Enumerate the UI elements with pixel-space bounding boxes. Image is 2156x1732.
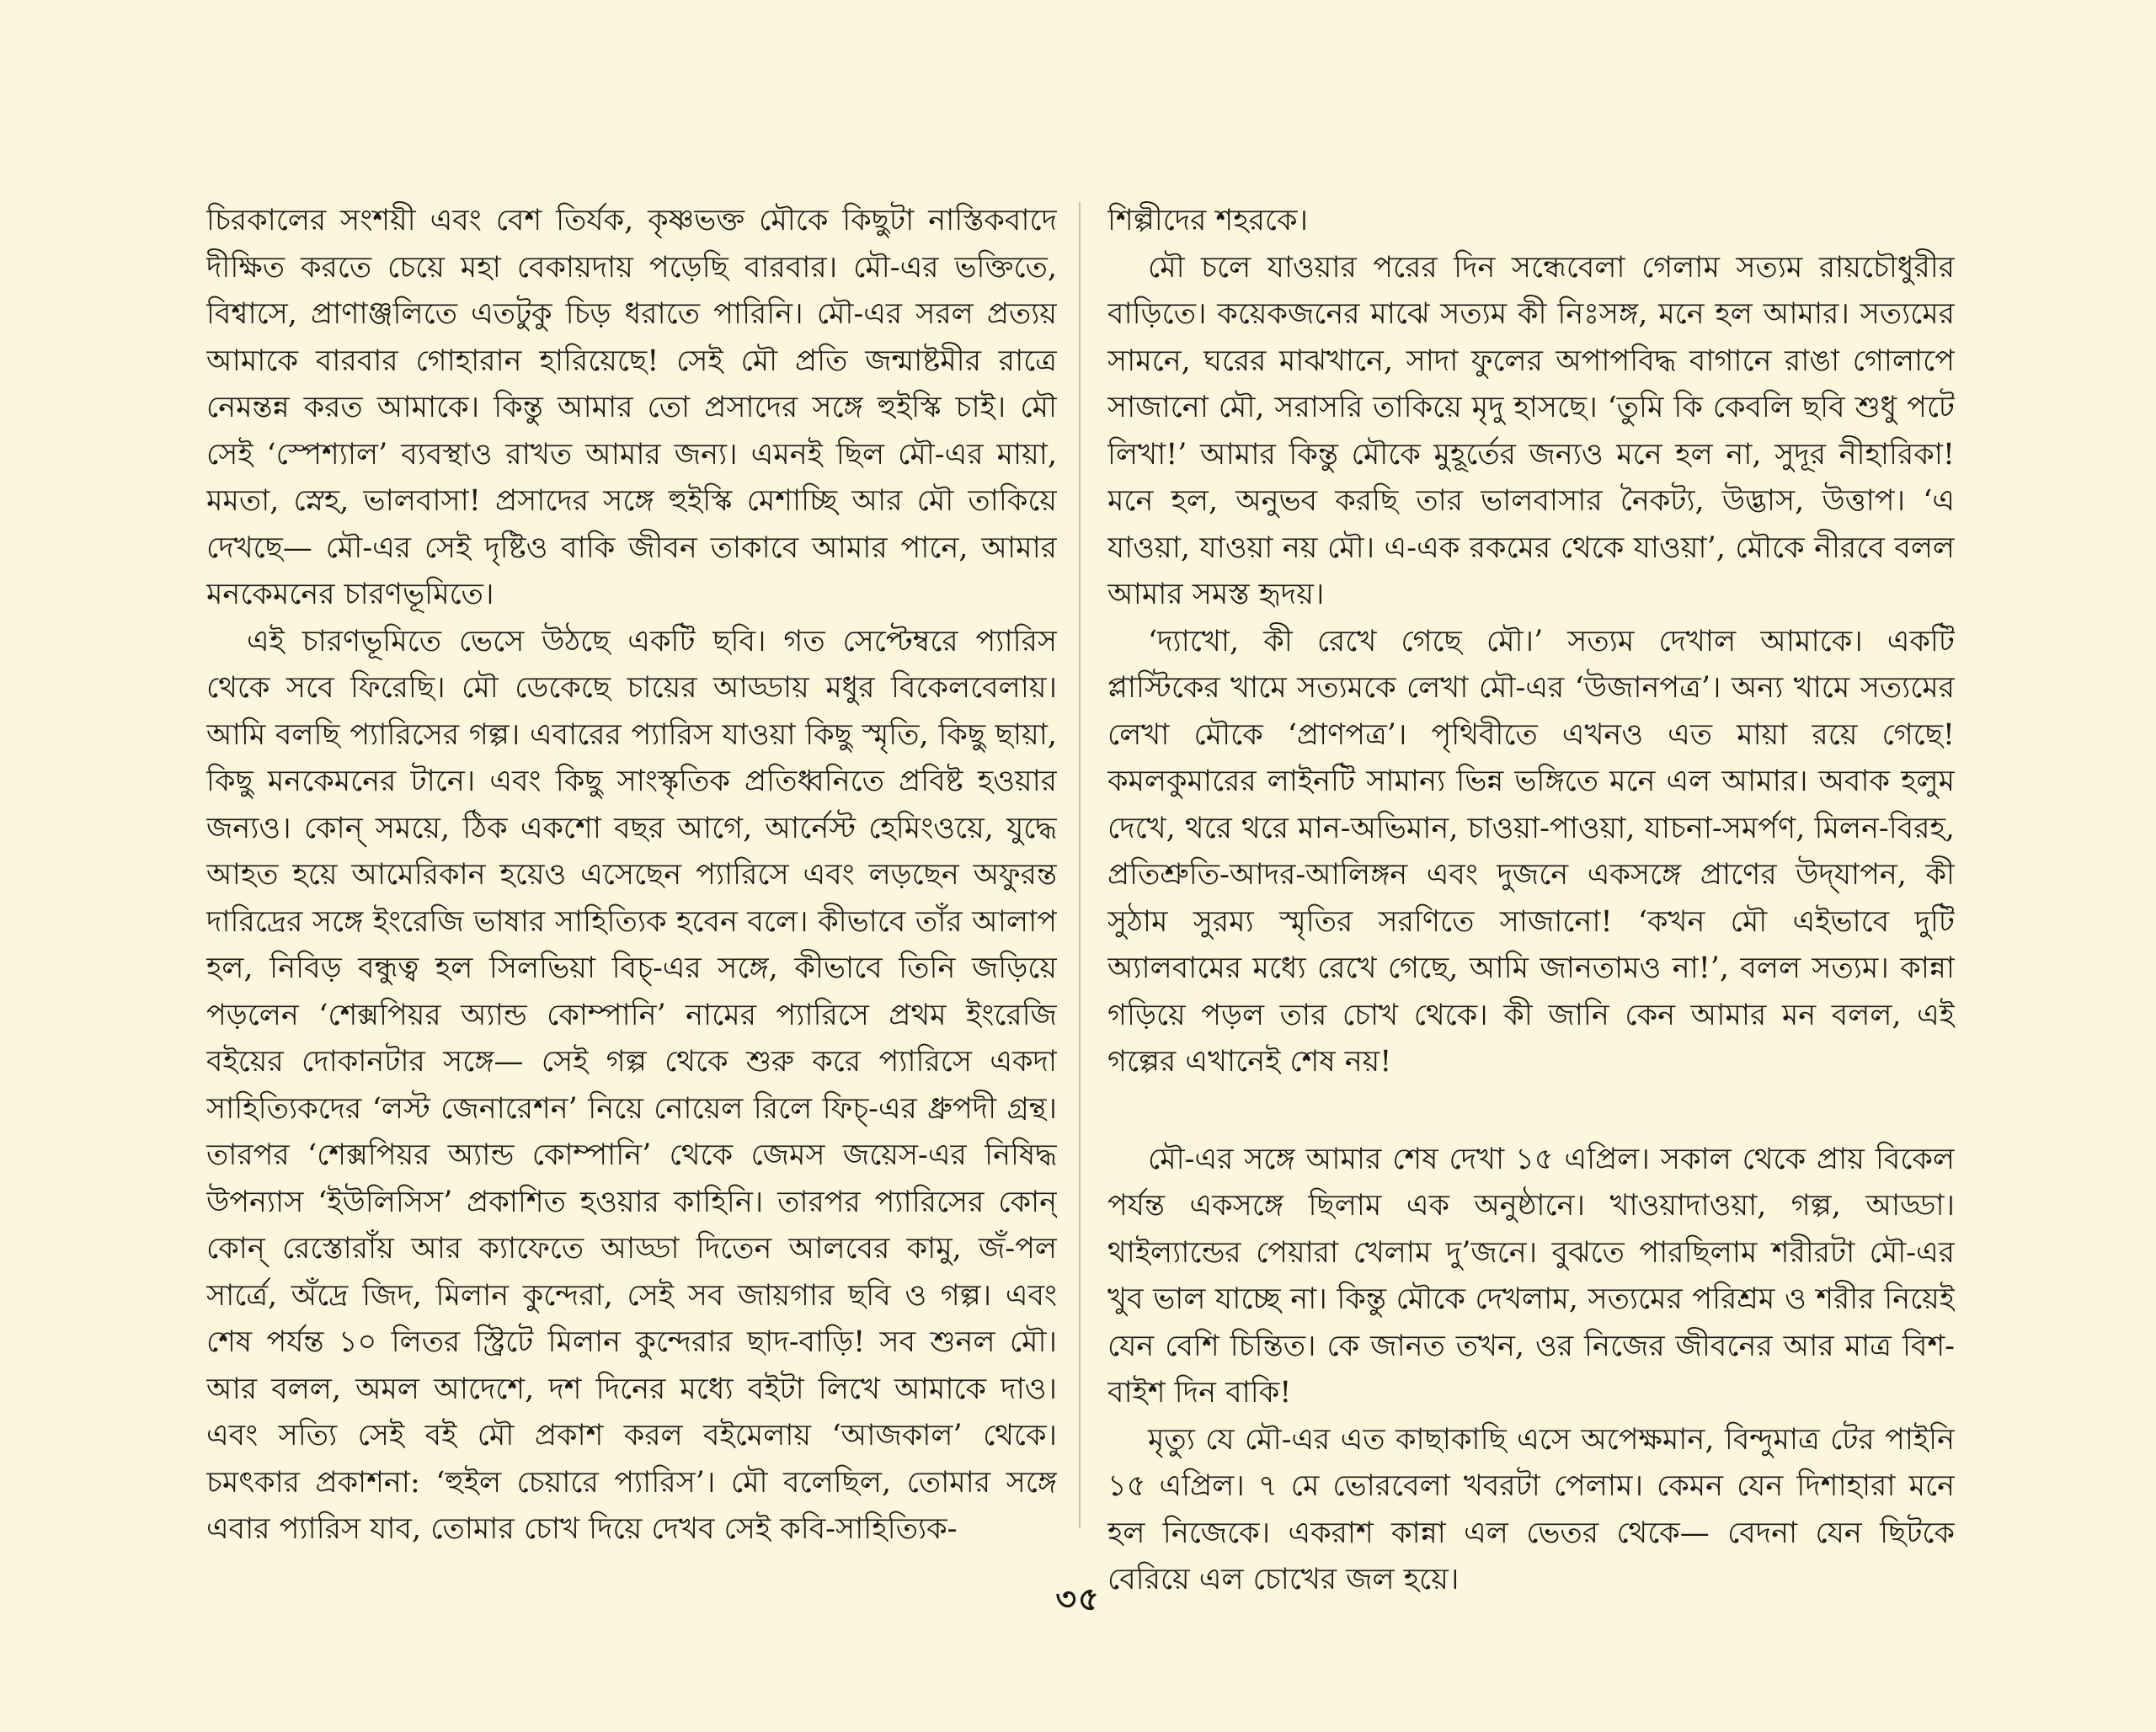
- right-text-column: [1107, 198, 1955, 1604]
- paragraph: মৌ-এর সঙ্গে আমার শেষ দেখা ১৫ এপ্রিল। সকাল থেকে প্রায় বিকেল পর্যন্ত একসঙ্গে ছিলাম এক অনুষ্ঠানে। খাওয়াদাওয়া, গল্প, আড্ডা। থাইল্যান্ডের পেয়ারা খেলাম দু’জনে। বুঝতে পারছিলাম শরীরটা মৌ-এর খুব ভাল যাচ্ছে না। কিন্তু মৌকে দেখলাম, সত্যমের পরিশ্রম ও শরীর নিয়েই যেন বেশি চিন্তিত। কে জানত তখন, ওর নিজের জীবনের আর মাত্র বিশ-বাইশ দিন বাকি!: [1107, 1142, 1955, 1410]
- paragraph: শিল্পীদের শহরকে।: [1107, 204, 1308, 237]
- paragraph: ‘দ্যাখো, কী রেখে গেছে মৌ।’ সত্যম দেখাল আমাকে। একটি প্লাস্টিকের খামে সত্যমকে লেখা মৌ-এর ‘উজানপত্র’। অন্য খামে সত্যমের লেখা মৌকে ‘প্রাণপত্র’। পৃথিবীতে এখনও এত মায়া রয়ে গেছে! কমলকুমারের লাইনটি সামান্য ভিন্ন ভঙ্গিতে মনে এল আমার। অবাক হলুম দেখে, থরে থরে মান-অভিমান, চাওয়া-পাওয়া, যাচনা-সমর্পণ, মিলন-বিরহ, প্রতিশ্রুতি-আদর-আলিঙ্গন এবং দুজনে একসঙ্গে প্রাণের উদ্‌যাপন, কী সুঠাম সুরম্য স্মৃতির সরণিতে সাজানো! ‘কখন মৌ এইভাবে দুটি অ্যালবামের মধ্যে রেখে গেছে, আমি জানতামও না!’, বলল সত্যম। কান্না গড়িয়ে পড়ল তার চোখ থেকে। কী জানি কেন আমার মন বলল, এই গল্পের এখানেই শেষ নয়!: [1107, 624, 1955, 1079]
- left-text-column: [206, 198, 1057, 1553]
- paragraph: এই চারণভূমিতে ভেসে উঠছে একটি ছবি। গত সেপ্টেম্বরে প্যারিস থেকে সবে ফিরেছি। মৌ ডেকেছে চায়ের আড্ডায় মধুর বিকেলবেলায়। আমি বলছি প্যারিসের গল্প। এবারের প্যারিস যাওয়া কিছু স্মৃতি, কিছু ছায়া, কিছু মনকেমনের টানে। এবং কিছু সাংস্কৃতিক প্রতিধ্বনিতে প্রবিষ্ট হওয়ার জন্যও। কোন্ সময়ে, ঠিক একশো বছর আগে, আর্নেস্ট হেমিংওয়ে, যুদ্ধে আহত হয়ে আমেরিকান হয়েও এসেছেন প্যারিসে এবং লড়ছেন অফুরন্ত দারিদ্রের সঙ্গে ইংরেজি ভাষার সাহিত্যিক হবেন বলে। কীভাবে তাঁর আলাপ হল, নিবিড় বন্ধুত্ব হল সিলভিয়া বিচ্-এর সঙ্গে, কীভাবে তিনি জড়িয়ে পড়লেন ‘শেক্সপিয়র অ্যান্ড কোম্পানি’ নামের প্যারিসে প্রথম ইংরেজি বইয়ের দোকানটার সঙ্গে— সেই গল্প থেকে শুরু করে প্যারিসে একদা সাহিত্যিকদের ‘লস্ট জেনারেশন’ নিয়ে নোয়েল রিলে ফিচ্-এর ধ্রুপদী গ্রন্থ। তারপর ‘শেক্সপিয়র অ্যান্ড কোম্পানি’ থেকে জেমস জয়েস-এর নিষিদ্ধ উপন্যাস ‘ইউলিসিস’ প্রকাশিত হওয়ার কাহিনি। তারপর প্যারিসের কোন্ কোন্ রেস্তোরাঁয় আর ক্যাফেতে আড্ডা দিতেন আলবের কামু, জঁ-পল সার্ত্রে, অঁদ্রে জিদ, মিলান কুন্দেরা, সেই সব জায়গার ছবি ও গল্প। এবং শেষ পর্যন্ত ১০ লিতর স্ট্রিটে মিলান কুন্দেরার ছাদ-বাড়ি! সব শুনল মৌ। আর বলল, অমল আদেশে, দশ দিনের মধ্যে বইটা লিখে আমাকে দাও। এবং সত্যি সেই বই মৌ প্রকাশ করল বইমেলায় ‘আজকাল’ থেকে। চমৎকার প্রকাশনা: ‘হুইল চেয়ারে প্যারিস’। মৌ বলেছিল, তোমার সঙ্গে এবার প্যারিস যাব, তোমার চোখ দিয়ে দেখব সেই কবি-সাহিত্যিক-: [206, 624, 1057, 1546]
- page-number: ৩৫: [1055, 1580, 1101, 1617]
- paragraph: মৌ চলে যাওয়ার পরের দিন সন্ধেবেলা গেলাম সত্যম রায়চৌধুরীর বাড়িতে। কয়েকজনের মাঝে সত্যম কী নিঃসঙ্গ, মনে হল আমার। সত্যমের সামনে, ঘরের মাঝখানে, সাদা ফুলের অপাপবিদ্ধ বাগানে রাঙা গোলাপে সাজানো মৌ, সরাসরি তাকিয়ে মৃদু হাসছে। ‘তুমি কি কেবলি ছবি শুধু পটে লিখা!’ আমার কিন্তু মৌকে মুহূর্তের জন্যও মনে হল না, সুদূর নীহারিকা! মনে হল, অনুভব করছি তার ভালবাসার নৈকট্য, উদ্ভাস, উত্তাপ। ‘এ যাওয়া, যাওয়া নয় মৌ। এ-এক রকমের থেকে যাওয়া’, মৌকে নীরবে বলল আমার সমস্ত হৃদয়।: [1107, 250, 1955, 611]
- column-divider: [1079, 202, 1081, 1528]
- paragraph: মৃত্যু যে মৌ-এর এত কাছাকাছি এসে অপেক্ষমান, বিন্দুমাত্র টের পাইনি ১৫ এপ্রিল। ৭ মে ভোরবেলা খবরটা পেলাম। কেমন যেন দিশাহারা মনে হল নিজেকে। একরাশ কান্না এল ভেতর থেকে— বেদনা যেন ছিটকে বেরিয়ে এল চোখের জল হয়ে।: [1107, 1422, 1955, 1596]
- paragraph: চিরকালের সংশয়ী এবং বেশ তির্যক, কৃষ্ণভক্ত মৌকে কিছুটা নাস্তিকবাদে দীক্ষিত করতে চেয়ে মহা বেকায়দায় পড়েছি বারবার। মৌ-এর ভক্তিতে, বিশ্বাসে, প্রাণাঞ্জলিতে এতটুকু চিড় ধরাতে পারিনি। মৌ-এর সরল প্রত্যয় আমাকে বারবার গোহারান হারিয়েছে! সেই মৌ প্রতি জন্মাষ্টমীর রাত্রে নেমন্তন্ন করত আমাকে। কিন্তু আমার তো প্রসাদের সঙ্গে হুইস্কি চাই। মৌ সেই ‘স্পেশ্যাল’ ব্যবস্থাও রাখত আমার জন্য। এমনই ছিল মৌ-এর মায়া, মমতা, স্নেহ, ভালবাসা! প্রসাদের সঙ্গে হুইস্কি মেশাচ্ছি আর মৌ তাকিয়ে দেখছে— মৌ-এর সেই দৃষ্টিও বাকি জীবন তাকাবে আমার পানে, আমার মনকেমনের চারণভূমিতে।: [206, 204, 1057, 611]
